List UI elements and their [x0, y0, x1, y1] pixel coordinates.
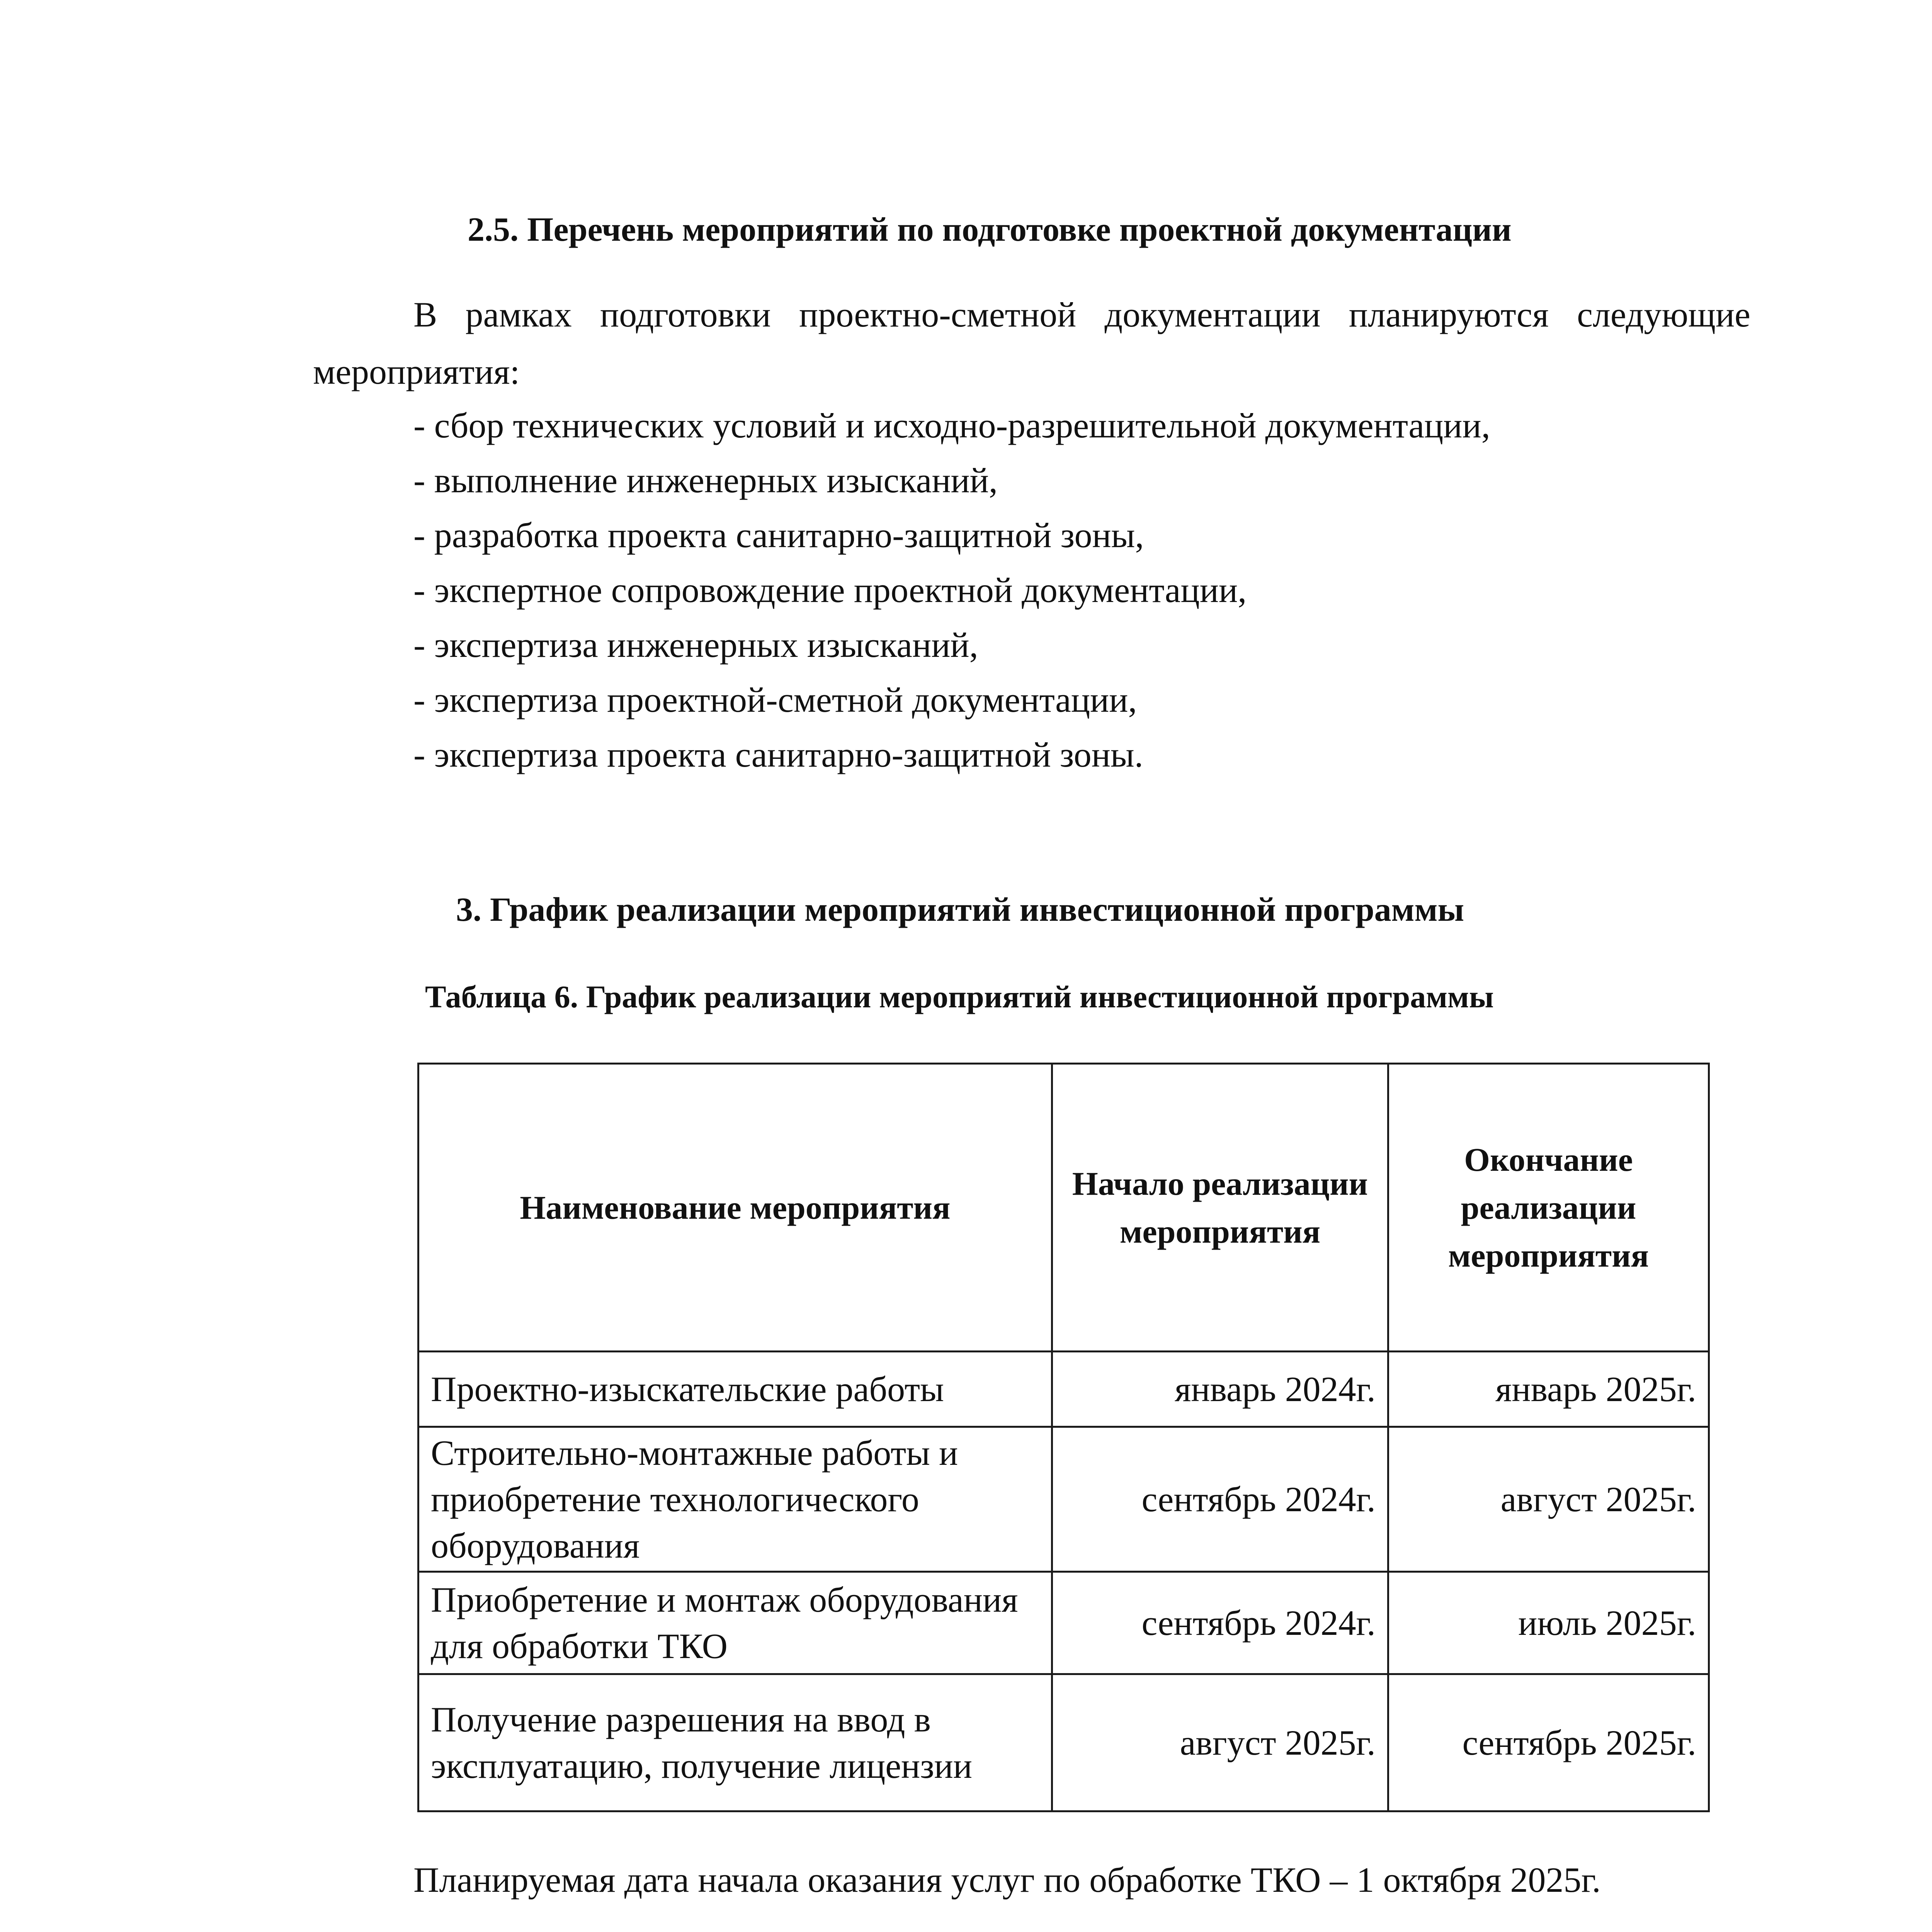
start-date-cell: сентябрь 2024г.	[1052, 1427, 1388, 1572]
table-row	[418, 1427, 1709, 1572]
schedule-table	[417, 1063, 1710, 1812]
start-date-cell: сентябрь 2024г.	[1052, 1572, 1388, 1674]
activity-name: Строительно-монтажные работы и приобретение технологического оборудования	[431, 1433, 958, 1565]
activity-name-cell	[418, 1572, 1052, 1674]
activity-name-cell	[418, 1352, 1052, 1427]
activities-list	[413, 398, 1490, 782]
activity-name: Получение разрешения на ввод в эксплуатацию, получение лицензии	[431, 1700, 973, 1786]
section-heading-2-5: 2.5. Перечень мероприятий по подготовке проектной документации	[468, 211, 1512, 248]
start-date-cell: август 2025г.	[1052, 1674, 1388, 1811]
list-item: - экспертное сопровождение проектной документации,	[413, 570, 1247, 610]
table-header-row	[418, 1064, 1709, 1352]
list-item: - выполнение инженерных изысканий,	[413, 461, 998, 500]
list-item: - сбор технических условий и исходно-разрешительной документации,	[413, 406, 1490, 445]
section-heading-3: 3. График реализации мероприятий инвестиционной программы	[456, 891, 1464, 929]
list-item: - экспертиза инженерных изысканий,	[413, 625, 978, 665]
activity-name-cell	[418, 1427, 1052, 1572]
table-row	[418, 1352, 1709, 1427]
header-activity-name: Наименование мероприятия	[418, 1064, 1052, 1352]
header-start-date: Начало реализации мероприятия	[1052, 1064, 1388, 1352]
activity-name-cell	[418, 1674, 1052, 1811]
closing-paragraph: Планируемая дата начала оказания услуг по обработке ТКО – 1 октября 2025г.	[413, 1860, 1601, 1900]
intro-paragraph: В рамках подготовки проектно-сметной документации планируются следующие мероприятия:	[313, 295, 1750, 391]
table-row	[418, 1674, 1709, 1811]
end-date-cell: август 2025г.	[1388, 1427, 1709, 1572]
header-end-date: Окончание реализации мероприятия	[1388, 1064, 1709, 1352]
activity-name: Приобретение и монтаж оборудования для обработки ТКО	[431, 1580, 1018, 1666]
end-date-cell: июль 2025г.	[1388, 1572, 1709, 1674]
end-date-cell: январь 2025г.	[1388, 1352, 1709, 1427]
list-item: - разработка проекта санитарно-защитной зоны,	[413, 515, 1144, 555]
activity-name: Проектно-изыскательские работы	[431, 1369, 944, 1409]
table-row	[418, 1572, 1709, 1674]
start-date-cell: январь 2024г.	[1052, 1352, 1388, 1427]
list-item: - экспертиза проектной-сметной документации,	[413, 680, 1137, 719]
end-date-cell: сентябрь 2025г.	[1388, 1674, 1709, 1811]
list-item: - экспертиза проекта санитарно-защитной зоны.	[413, 735, 1143, 774]
table-caption: Таблица 6. График реализации мероприятий инвестиционной программы	[425, 979, 1494, 1014]
